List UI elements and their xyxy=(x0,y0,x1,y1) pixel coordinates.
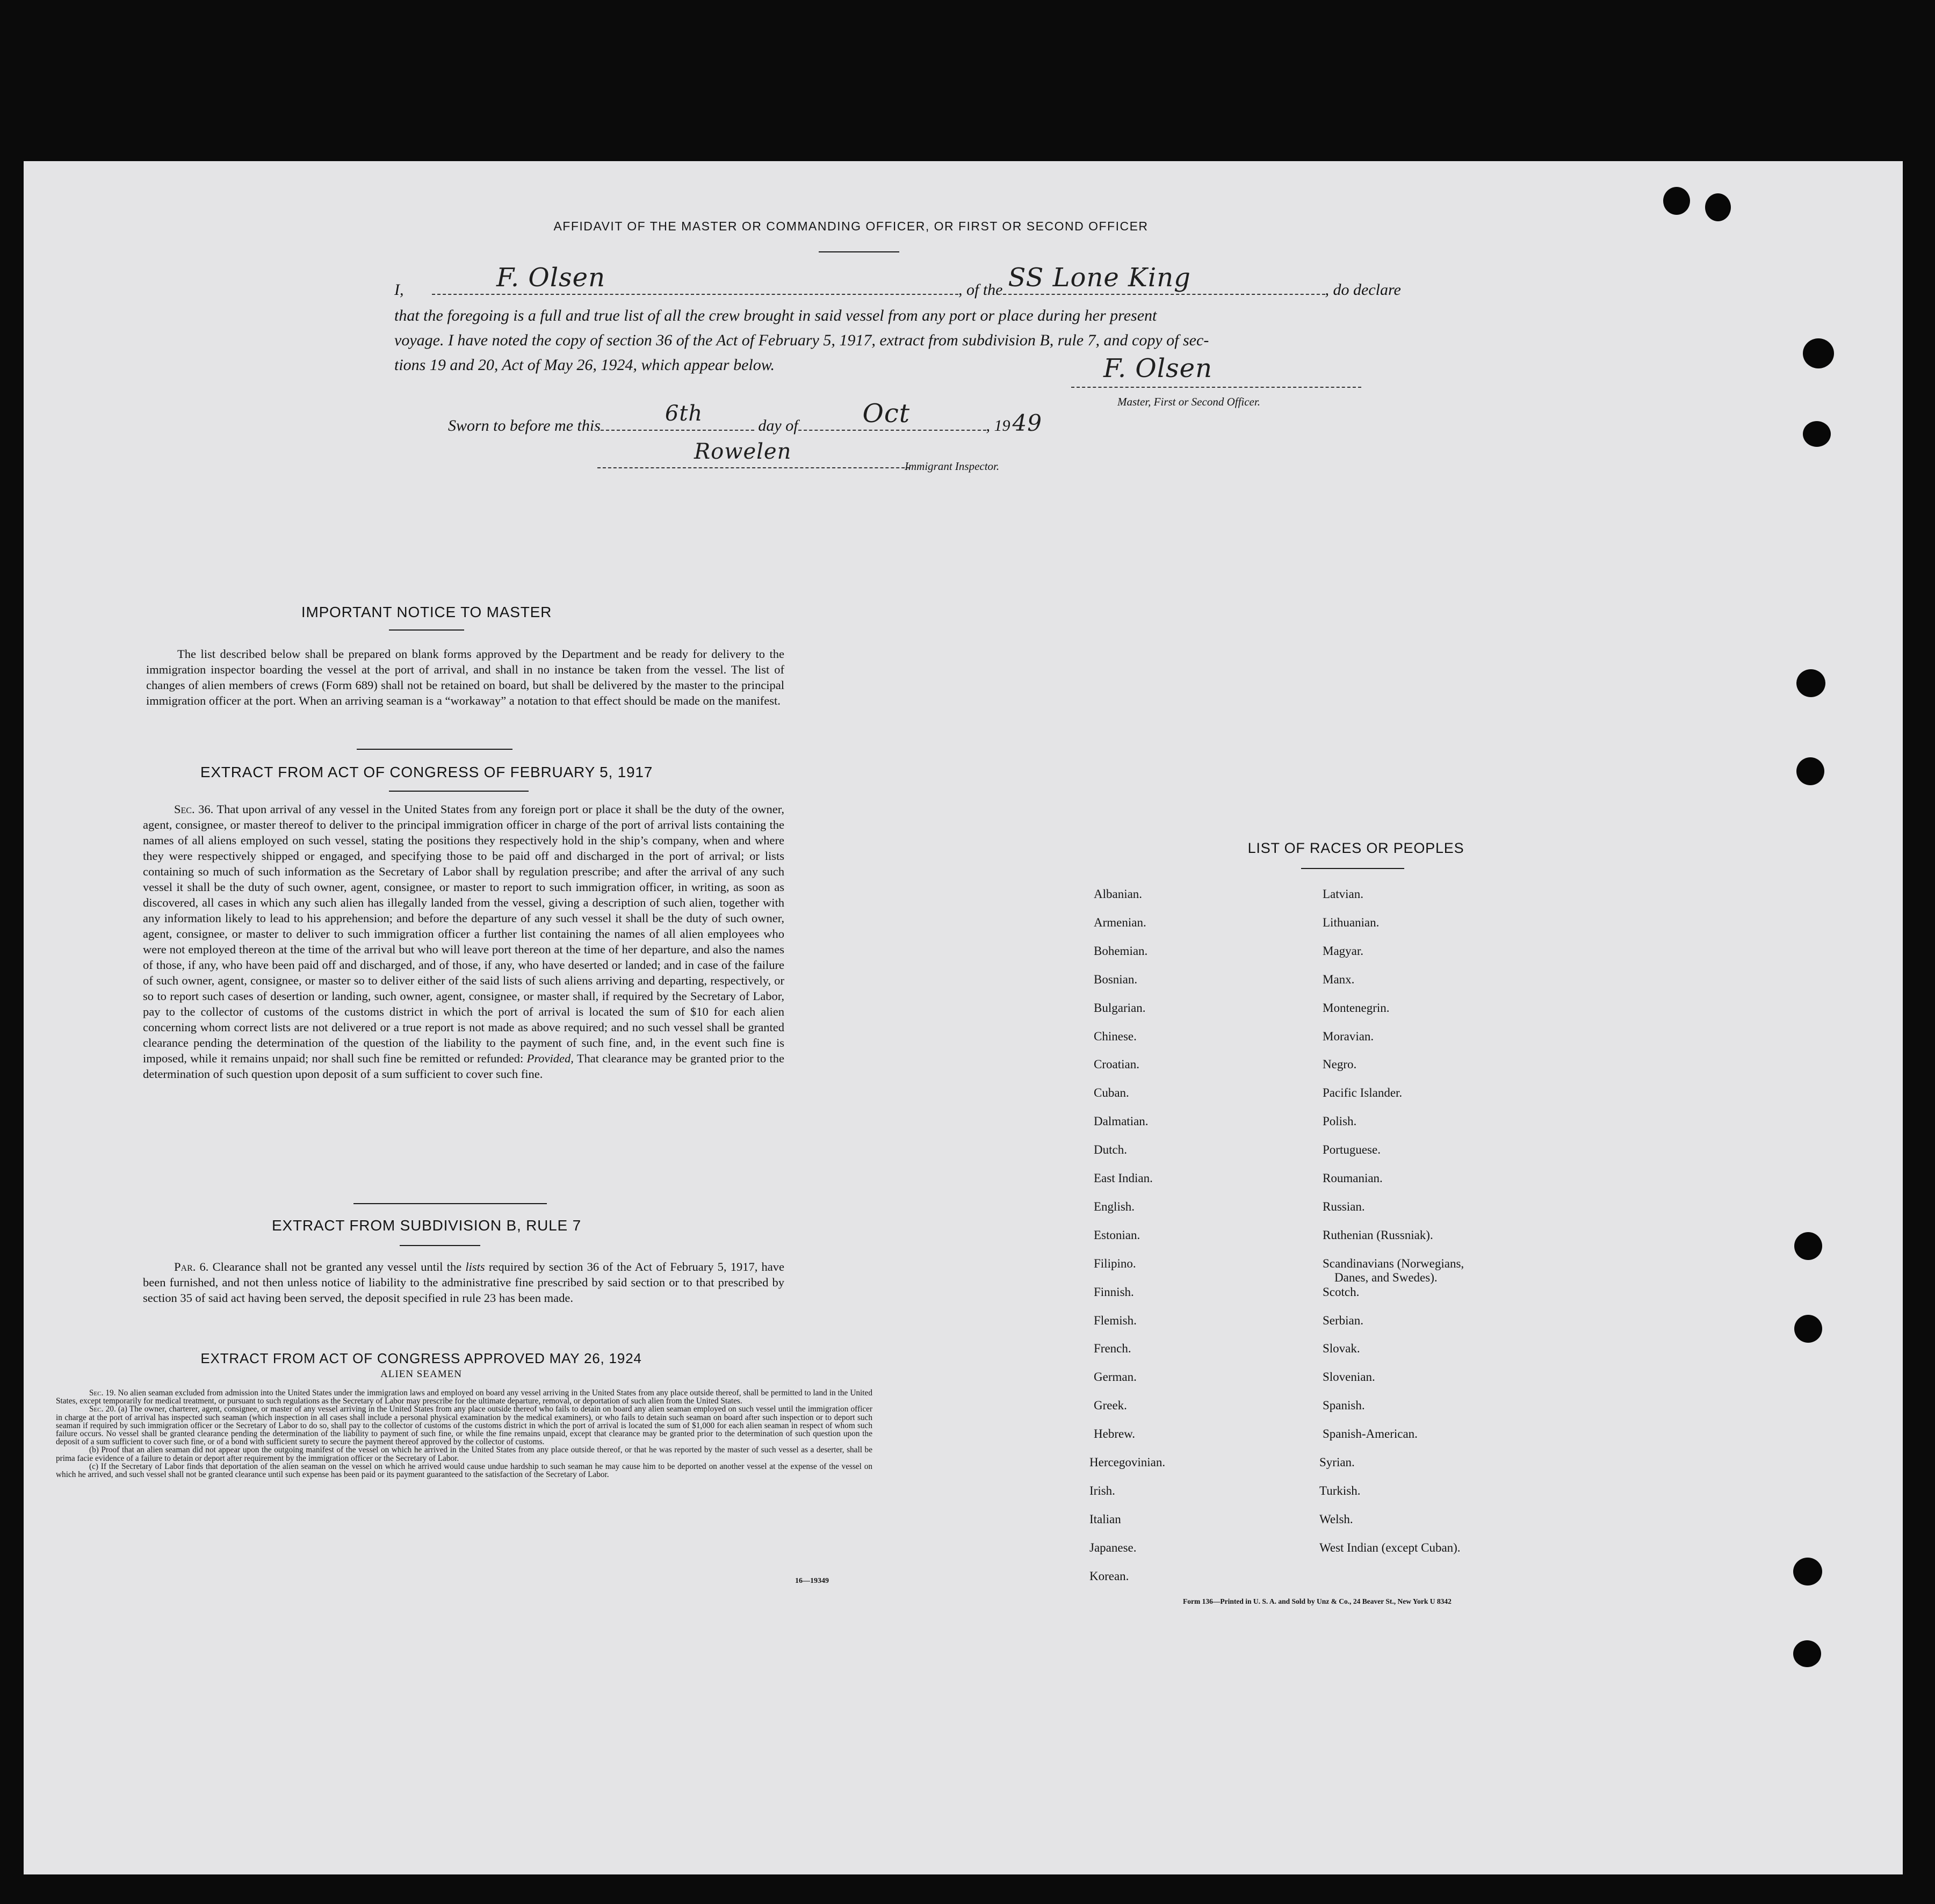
sworn-line: Sworn to before me this 6th day of Oct , 1949 xyxy=(448,399,1042,436)
race-item-left: Armenian. xyxy=(1094,916,1146,929)
act-1917-heading: EXTRACT FROM ACT OF CONGRESS OF FEBRUARY 5, 1917 xyxy=(200,764,653,780)
race-item-right: Slovak. xyxy=(1323,1342,1360,1355)
act-1917-heading-rule xyxy=(389,791,529,792)
rule-7-heading: EXTRACT FROM SUBDIVISION B, RULE 7 xyxy=(272,1217,581,1234)
race-item-left: East Indian. xyxy=(1094,1171,1153,1185)
inspector-signature-field[interactable] xyxy=(597,439,910,468)
affidavit-form-page xyxy=(24,161,1903,1874)
form-number: 16—19349 xyxy=(795,1577,829,1585)
punch-hole xyxy=(1793,1640,1821,1667)
race-item-right: Moravian. xyxy=(1323,1030,1374,1043)
race-item-left: Italian xyxy=(1089,1512,1121,1526)
notice-heading-rule xyxy=(389,629,464,631)
race-item-left: English. xyxy=(1094,1200,1135,1213)
notice-heading: IMPORTANT NOTICE TO MASTER xyxy=(301,604,552,620)
race-item-left: Japanese. xyxy=(1089,1541,1137,1554)
race-item-right: Serbian. xyxy=(1323,1314,1364,1327)
punch-hole xyxy=(1705,193,1731,221)
rule-7-heading-rule xyxy=(400,1245,480,1246)
punch-hole xyxy=(1794,1232,1822,1260)
race-item-right: Roumanian. xyxy=(1323,1171,1383,1185)
race-item-left: Bulgarian. xyxy=(1094,1001,1146,1015)
race-item-right: Turkish. xyxy=(1319,1484,1361,1497)
declaration-line-2: that the foregoing is a full and true list of all the crew brought in said vessel from any port or place during her present xyxy=(394,307,1157,324)
title-rule xyxy=(819,251,899,252)
race-item-right: Spanish-American. xyxy=(1323,1427,1418,1440)
race-item-left: Irish. xyxy=(1089,1484,1115,1497)
act-1924-sec-20a: Sec. 20. (a) The owner, charterer, agent, consignee, or master of any vessel arriving in the United States from any place outside thereof who fails to detain on board any alien seaman employed on such vessel until the immigration officer in charge at the port of arrival has inspected such seaman (which inspection in all cases shall include a personal physical examination by the medical examiners), or who fails to detain such seaman on board after such inspection or to deport such seaman if required by such immigration officer or the Secretary of Labor to do so, shall pay to the collector of customs of the customs district in which the port of arrival is located the sum of $1,000 for each alien seaman in respect of whom such failure occurs. No vessel shall be granted clearance pending the determination of the liability to payment of such fine, or while the fine remains unpaid, except that clearance may be granted prior to the determination of such question upon the deposit of a sum sufficient to cover such fine, or of a bond with sufficient surety to secure the payment thereof approved by the collector of customs. xyxy=(56,1405,872,1447)
affidavit-title: AFFIDAVIT OF THE MASTER OR COMMANDING OFFICER, OR FIRST OR SECOND OFFICER xyxy=(553,219,1149,233)
race-item-right: Lithuanian. xyxy=(1323,916,1380,929)
act-1924-heading: EXTRACT FROM ACT OF CONGRESS APPROVED MAY 26, 1924 xyxy=(200,1350,642,1366)
act-1924-subheading: ALIEN SEAMEN xyxy=(380,1369,462,1380)
races-heading: LIST OF RACES OR PEOPLES xyxy=(1247,840,1464,856)
section-divider xyxy=(353,1203,547,1204)
race-item-left: Cuban. xyxy=(1094,1086,1129,1099)
punch-hole xyxy=(1793,1558,1822,1586)
form-footer: Form 136—Printed in U. S. A. and Sold by Unz & Co., 24 Beaver St., New York U 8342 xyxy=(1183,1597,1452,1605)
race-item-left: Hebrew. xyxy=(1094,1427,1136,1440)
race-item-right: Montenegrin. xyxy=(1323,1001,1390,1015)
race-item-left: Bosnian. xyxy=(1094,973,1138,986)
race-item-right: Magyar. xyxy=(1323,944,1364,958)
sworn-year-handwriting: 49 xyxy=(1012,410,1042,436)
race-item-left: German. xyxy=(1094,1370,1137,1384)
sworn-day-handwriting: 6th xyxy=(665,401,703,426)
race-item-left: Finnish. xyxy=(1094,1285,1134,1299)
race-item-right: Ruthenian (Russniak). xyxy=(1323,1228,1433,1242)
race-item-right: Pacific Islander. xyxy=(1323,1086,1403,1099)
race-item-left: Greek. xyxy=(1094,1399,1127,1412)
race-item-left: French. xyxy=(1094,1342,1131,1355)
race-item-right: Negro. xyxy=(1323,1058,1357,1071)
inspector-caption: Immigrant Inspector. xyxy=(905,460,1000,473)
act-1924-sec-19: Sec. 19. No alien seaman excluded from admission into the United States under the immigration laws and employed on board any vessel arriving in the United States from any place outside thereof, shall be permitted to land in the United States, except temporarily for medical treatment, or pursuant to such regulations as the Secretary of Labor may prescribe for the ultimate departure, removal, or deportation of such alien from the United States. xyxy=(56,1388,872,1406)
signature-caption: Master, First or Second Officer. xyxy=(1117,395,1260,408)
master-name-handwriting: F. Olsen xyxy=(496,263,605,293)
master-signature-field[interactable] xyxy=(1071,353,1361,388)
races-heading-rule xyxy=(1301,868,1404,869)
race-item-left: Dutch. xyxy=(1094,1143,1127,1156)
punch-hole xyxy=(1803,421,1831,447)
punch-hole xyxy=(1803,338,1834,368)
race-item-right: Russian. xyxy=(1323,1200,1365,1213)
race-item-right: West Indian (except Cuban). xyxy=(1319,1541,1461,1554)
declaration-line-1: I, F. Olsen , of the SS Lone King , do declare xyxy=(394,263,1401,299)
sworn-month-field[interactable] xyxy=(798,399,986,431)
race-item-right: Portuguese. xyxy=(1323,1143,1381,1156)
race-item-right: Danes, and Swedes). xyxy=(1334,1271,1438,1284)
declaration-line-4: tions 19 and 20, Act of May 26, 1924, which appear below. xyxy=(394,356,775,374)
section-divider xyxy=(357,749,512,750)
race-item-left: Estonian. xyxy=(1094,1228,1140,1242)
race-item-right: Scotch. xyxy=(1323,1285,1360,1299)
race-item-left: Albanian. xyxy=(1094,887,1143,901)
act-1924-sec-20c: (c) If the Secretary of Labor finds that deportation of the alien seaman on the vessel on which he arrived would cause undue hardship to such seaman he may cause him to be deported on another vessel at the expense of the vessel on which he arrived, and such vessel shall not be granted clearance until such expense has been paid or its payment guaranteed to the satisfaction of the Secretary of Labor. xyxy=(56,1461,872,1480)
race-item-left: Korean. xyxy=(1089,1569,1129,1583)
race-item-left: Chinese. xyxy=(1094,1030,1137,1043)
punch-hole xyxy=(1794,1315,1822,1343)
sworn-day-field[interactable] xyxy=(601,401,754,431)
act-1924-sec-20b: (b) Proof that an alien seaman did not appear upon the outgoing manifest of the vessel on which he arrived in the United States from any place outside thereof, or that he was reported by the master of such vessel as a deserter, shall be prima facie evidence of a failure to detain or deport after requirement by the immigration officer or the Secretary of Labor. xyxy=(56,1445,872,1463)
punch-hole xyxy=(1796,669,1825,697)
master-name-field[interactable] xyxy=(432,263,958,295)
race-item-left: Dalmatian. xyxy=(1094,1114,1149,1128)
race-item-left: Flemish. xyxy=(1094,1314,1137,1327)
act-1917-sec-36: Sec. 36. That upon arrival of any vessel in the United States from any foreign port or place it shall be the duty of the owner, agent, consignee, or master thereof to deliver to the principal immigration officer in charge of the port of arrival lists containing the names of all aliens employed on such vessel, stating the positions they respectively hold in the ship’s company, when and where they were respectively shipped or engaged, and specifying those to be paid off and discharged in the port of arrival; or lists containing so much of such information as the Secretary of Labor shall by regulation prescribe; and after the arrival of any such vessel it shall be the duty of such owner, agent, consignee, or master to report to such immigration officer, in writing, as soon as discovered, all cases in which any such alien has illegally landed from the vessel, giving a description of such alien, together with any information likely to lead to his apprehension; and before the departure of any such vessel it shall be the duty of such owner, agent, consignee, or master to deliver to such immigration officer a further list containing the names of all alien employees who were not employed thereon at the time of the arrival but who will leave port thereon at the time of her departure, and also the names of those, if any, who have been paid off and discharged, and of those, if any, who have deserted or landed; and in case of the failure of such owner, agent, consignee, or master so to deliver either of the said lists of such aliens arriving and departing, respectively, or so to report such cases of desertion or landing, such owner, agent, consignee, or master shall, if required by the Secretary of Labor, pay to the collector of customs of the customs district in which the port of arrival is located the sum of $10 for each alien concerning whom correct lists are not delivered or a true report is not made as above required; and no such vessel shall be granted clearance pending the determination of the question of the liability to the payment of such fine, and, in the event such fine is imposed, while it remains unpaid; nor shall such fine be remitted or refunded: Provided, That clearance may be granted prior to the determination of such question upon deposit of a sum sufficient to cover such fine. xyxy=(143,802,785,1081)
punch-hole xyxy=(1796,757,1824,785)
race-item-left: Hercegovinian. xyxy=(1089,1456,1166,1469)
vessel-name-handwriting: SS Lone King xyxy=(1008,263,1191,293)
act-1924-sections xyxy=(56,1389,872,1479)
race-item-left: Croatian. xyxy=(1094,1058,1139,1071)
vessel-name-field[interactable] xyxy=(1003,263,1325,295)
declaration-line-3: voyage. I have noted the copy of section 36 of the Act of February 5, 1917, extract from subdivision B, rule 7, and copy of sec- xyxy=(394,331,1209,349)
race-item-left: Bohemian. xyxy=(1094,944,1148,958)
race-item-right: Slovenian. xyxy=(1323,1370,1375,1384)
race-item-right: Scandinavians (Norwegians, xyxy=(1323,1257,1464,1270)
rule-7-par-6: Par. 6. Clearance shall not be granted any vessel until the lists required by section 36 of the Act of February 5, 1917, have been furnished, and not then unless notice of liability to the administrative fine prescribed by said section or to that prescribed by section 35 of said act having been served, the deposit specified in rule 23 has been made. xyxy=(143,1260,784,1305)
race-item-right: Latvian. xyxy=(1323,887,1363,901)
inspector-signature: Rowelen xyxy=(694,439,792,464)
notice-text: The list described below shall be prepared on blank forms approved by the Department and be ready for delivery to the immigration inspector boarding the vessel at the port of arrival, and shall in no instance be taken from the vessel. The list of changes of alien members of crews (Form 689) shall not be retained on board, but shall be delivered by the master to the principal immigration officer at the port. When an arriving seaman is a “workaway” a notation to that effect should be made on the manifest. xyxy=(146,647,784,707)
race-item-left: Filipino. xyxy=(1094,1257,1136,1270)
race-item-right: Manx. xyxy=(1323,973,1355,986)
sworn-month-handwriting: Oct xyxy=(862,399,911,429)
punch-hole xyxy=(1663,187,1690,215)
race-item-right: Polish. xyxy=(1323,1114,1357,1128)
race-item-right: Welsh. xyxy=(1319,1512,1353,1526)
race-item-right: Syrian. xyxy=(1319,1456,1355,1469)
race-item-right: Spanish. xyxy=(1323,1399,1365,1412)
master-signature: F. Olsen xyxy=(1103,353,1212,383)
